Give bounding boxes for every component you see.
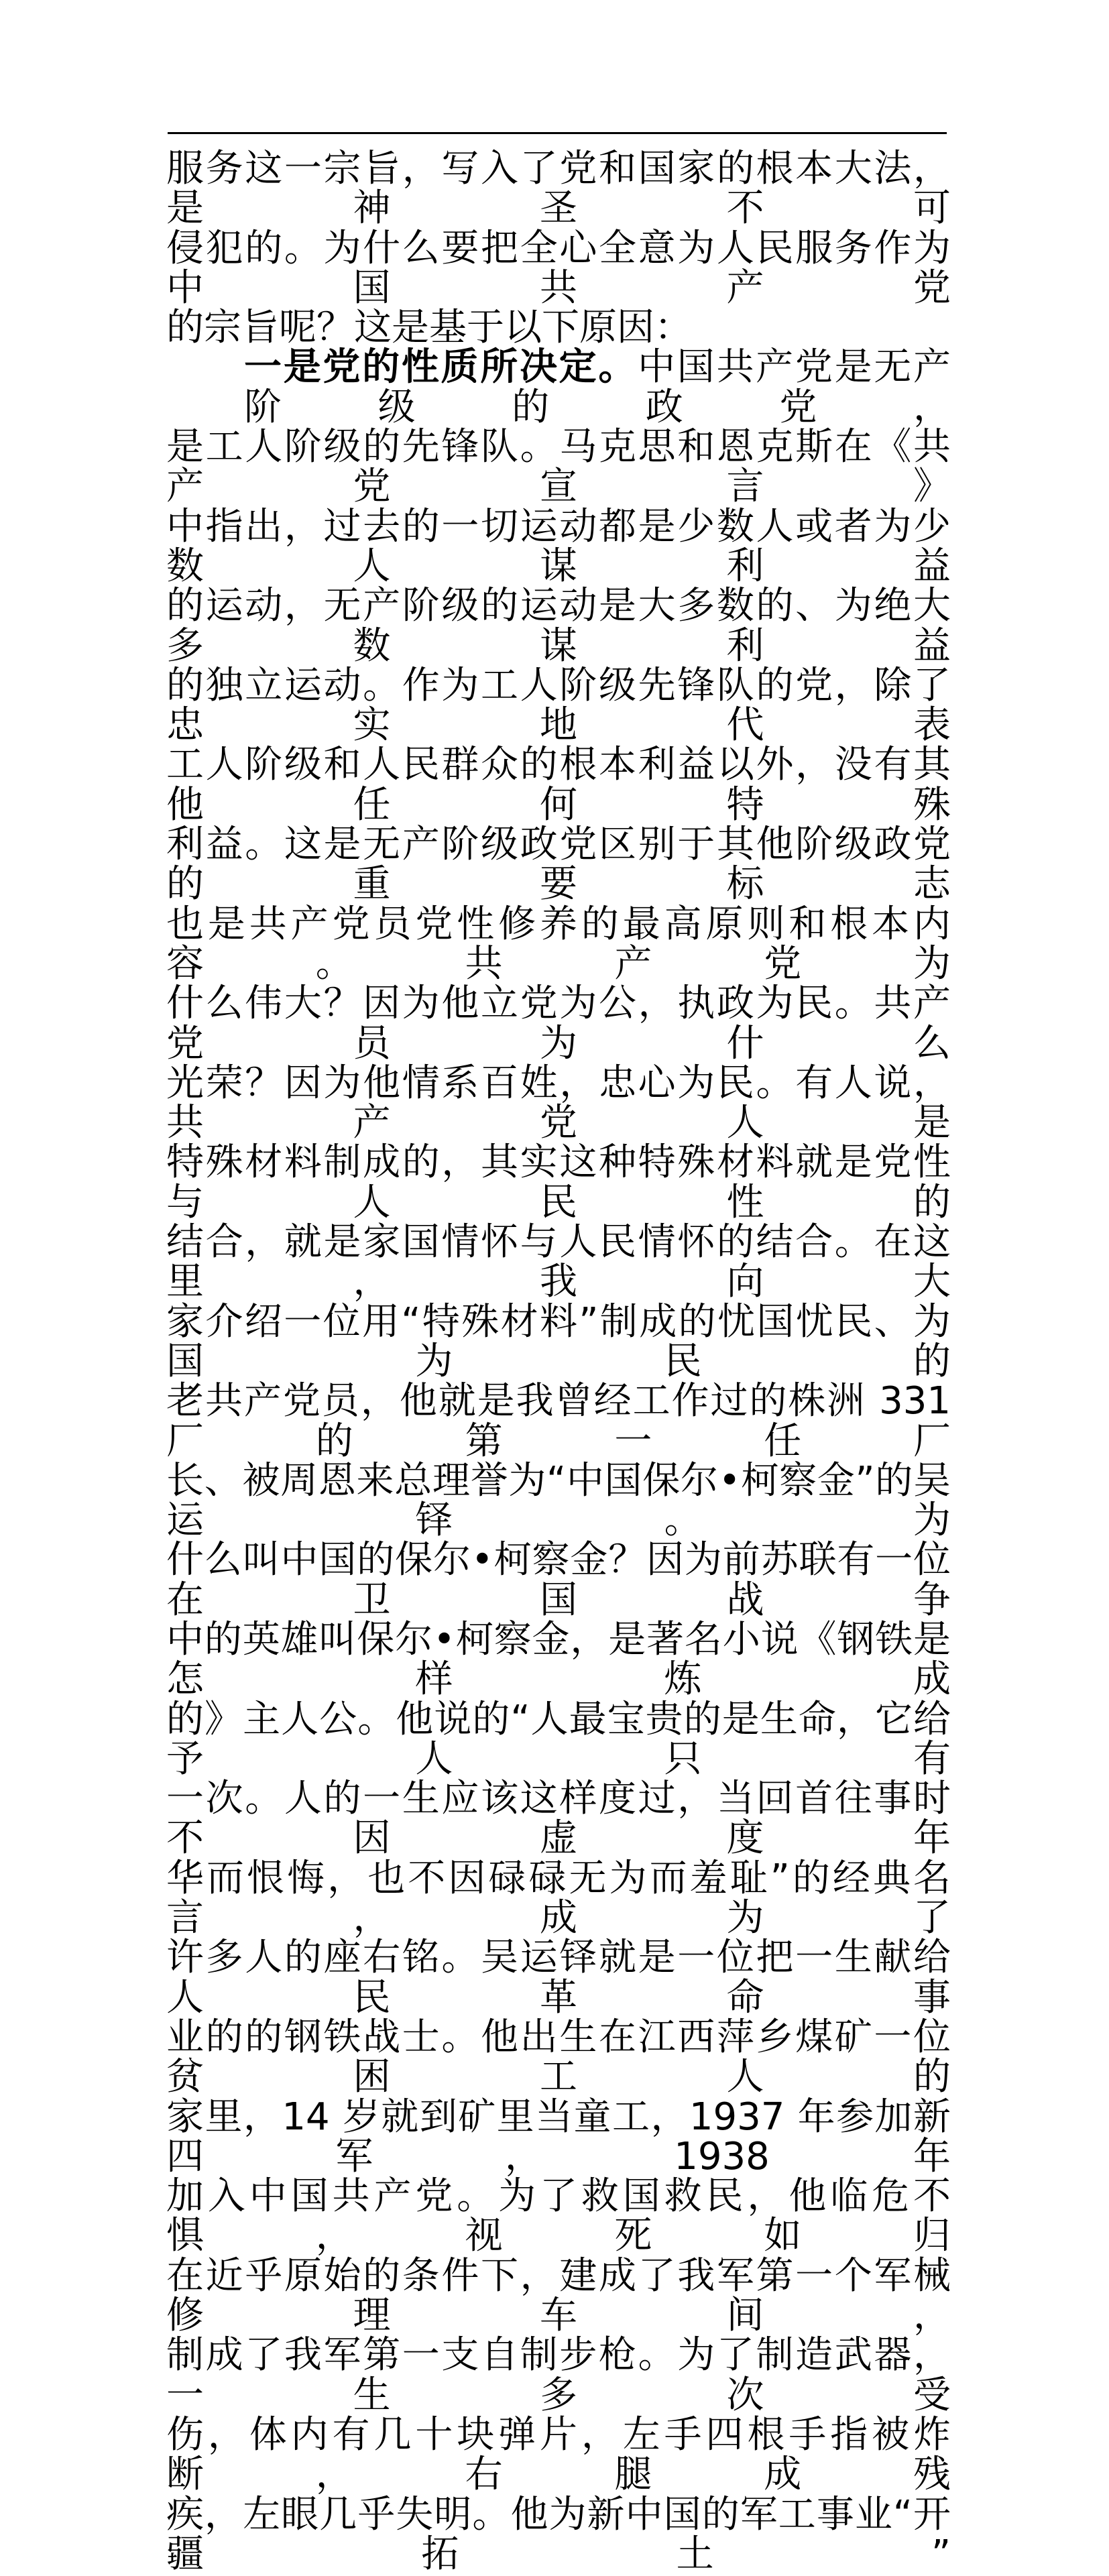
text-line: 服务这一宗旨，写入了党和国家的根本大法，是神圣不可	[166, 147, 951, 231]
text-line: 制成了我军第一支自制步枪。为了制造武器，一生多次受	[166, 2333, 951, 2417]
text-line: 老共产党员，他就是我曾经工作过的株洲 331 厂的第一任厂	[166, 1379, 951, 1463]
header-rule	[168, 132, 947, 134]
text-line: 中的英雄叫保尔•柯察金，是著名小说《钢铁是怎样炼成	[166, 1617, 951, 1702]
text-line: 华而恨悔，也不因碌碌无为而羞耻”的经典名言，成为了	[166, 1856, 951, 1940]
text-line: 光荣？因为他情系百姓，忠心为民。有人说，共产党人是	[166, 1061, 951, 1145]
text-line: 结合，就是家国情怀与人民情怀的结合。在这里，我向大	[166, 1220, 951, 1304]
document-body	[166, 149, 951, 2574]
paragraph-start-line	[166, 347, 951, 427]
text-line: 在近乎原始的条件下，建成了我军第一个军械修理车间，	[166, 2253, 951, 2338]
text-line: 家介绍一位用“特殊材料”制成的忧国忧民、为国为民的	[166, 1299, 951, 1383]
text-line: 的宗旨呢？这是基于以下原因：	[166, 306, 692, 350]
text-line: 什么叫中国的保尔•柯察金？因为前苏联有一位在卫国战争	[166, 1538, 951, 1622]
text-line: 是工人阶级的先锋队。马克思和恩克斯在《共产党宣言》	[166, 425, 951, 509]
text-line: 特殊材料制成的，其实这种特殊材料就是党性与人民性的	[166, 1140, 951, 1224]
text-line: 中指出，过去的一切运动都是少数人或者为少数人谋利益	[166, 504, 951, 588]
text-line: 加入中国共产党。为了救国救民，他临危不惧，视死如归	[166, 2174, 951, 2258]
text-line: 家里，14 岁就到矿里当童工，1937 年参加新四军，1938 年	[166, 2095, 951, 2178]
text-line: 工人阶级和人民群众的根本利益以外，没有其他任何特殊	[166, 743, 951, 827]
text-line: 许多人的座右铭。吴运铎就是一位把一生献给人民革命事	[166, 1936, 951, 2019]
text-line: 的运动，无产阶级的运动是大多数的、为绝大多数谋利益	[166, 584, 951, 668]
text-line: 的》主人公。他说的“人最宝贵的是生命，它给予人只有	[166, 1697, 951, 1781]
text-span: 中国共产党是无产阶级的政党，	[244, 345, 951, 429]
text-line: 伤，体内有几十块弹片，左手四根手指被炸断，右腿成残	[166, 2412, 951, 2497]
paragraph-heading: 一是党的性质所决定。	[244, 345, 638, 390]
text-line: 什么伟大？因为他立党为公，执政为民。共产党员为什么	[166, 982, 951, 1065]
text-line: 一次。人的一生应该这样度过，当回首往事时不因虚度年	[166, 1777, 951, 1861]
text-line: 长、被周恩来总理誉为“中国保尔•柯察金”的吴运铎。为	[166, 1458, 951, 1543]
text-line: 业的的钢铁战士。他出生在江西萍乡煤矿一位贫困工人的	[166, 2015, 951, 2099]
text-line: 的独立运动。作为工人阶级先锋队的党，除了忠实地代表	[166, 663, 951, 748]
text-line: 疾，左眼几乎失明。他为新中国的军工事业“开疆拓土”	[166, 2492, 951, 2576]
text-line: 也是共产党员党性修养的最高原则和根本内容。共产党为	[166, 902, 951, 986]
text-line: 利益。这是无产阶级政党区别于其他阶级政党的重要标志	[166, 823, 951, 906]
text-line: 侵犯的。为什么要把全心全意为人民服务作为中国共产党	[166, 226, 951, 310]
